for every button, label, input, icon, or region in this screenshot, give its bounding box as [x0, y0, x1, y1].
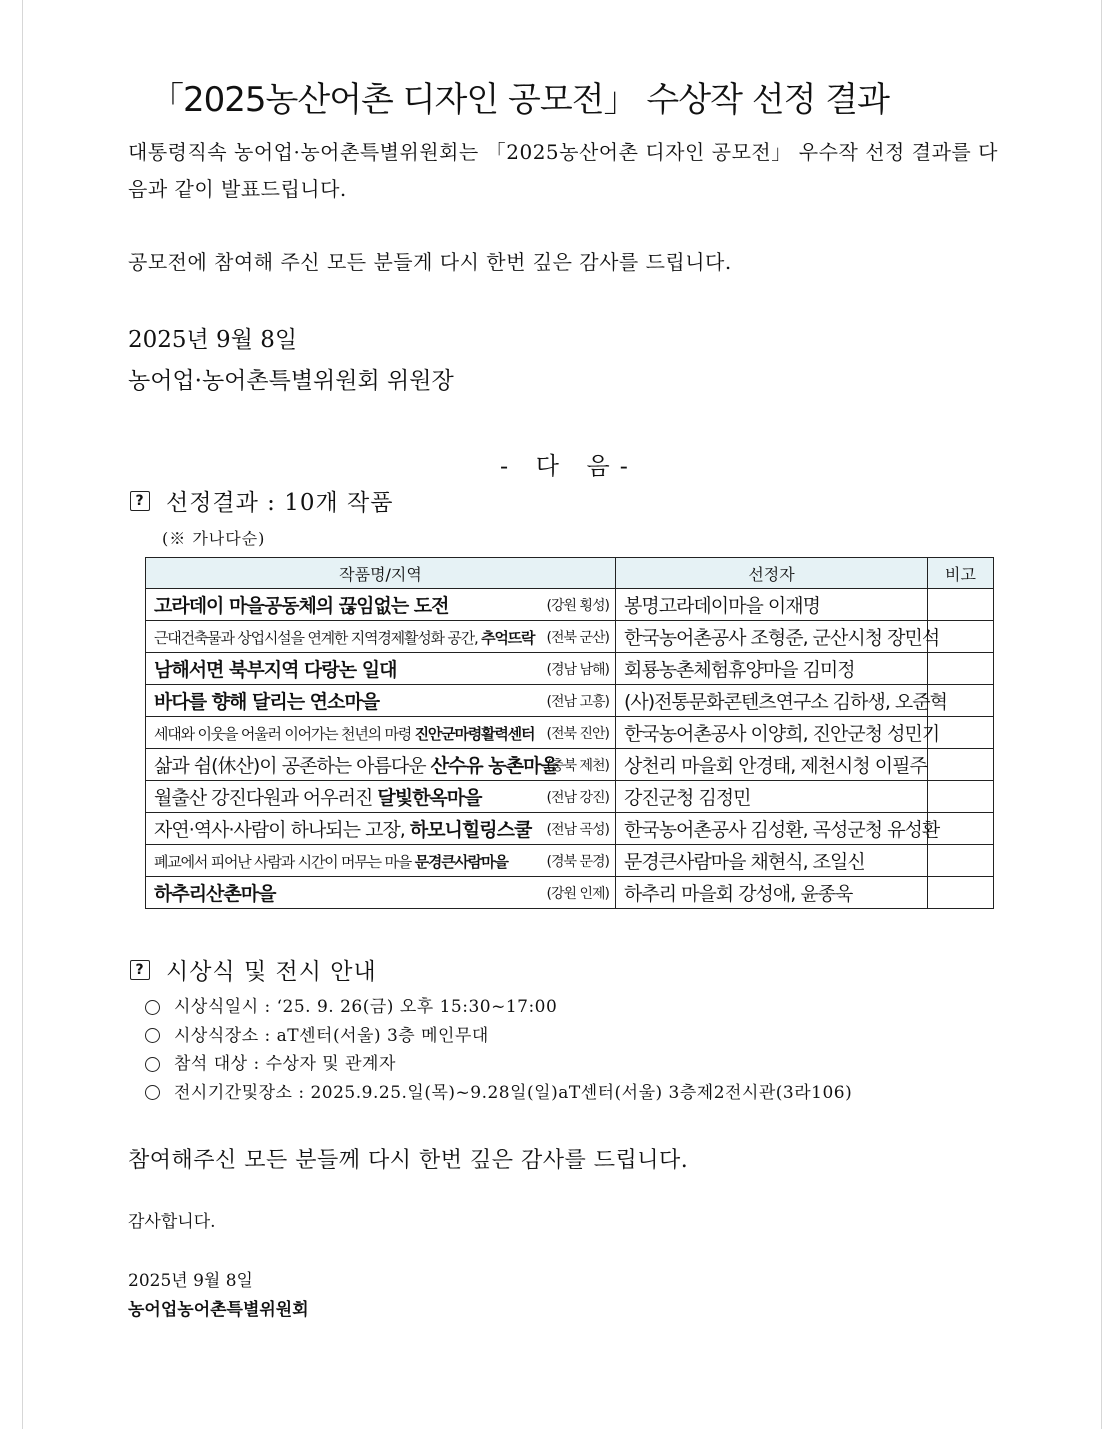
ceremony-info-list [145, 993, 852, 1107]
work-title [154, 627, 534, 648]
note-cell [928, 589, 994, 621]
work-title-bold: 추억뜨락 [481, 628, 535, 647]
work-cell [146, 653, 616, 685]
sort-note: (※ 가나다순) [162, 529, 266, 548]
region-label: (전남 고흥) [546, 693, 609, 710]
table-body [146, 589, 994, 909]
signer-top: 농어업·농어촌특별위원회 위원장 [128, 368, 454, 394]
work-title [154, 687, 379, 714]
circle-bullet-icon [145, 1028, 160, 1043]
table-row [146, 749, 994, 781]
region-label: (충북 제천) [546, 757, 609, 774]
info-item [145, 1079, 852, 1108]
work-title-bold: 하모니힐링스쿨 [409, 819, 532, 841]
note-cell [928, 845, 994, 877]
work-cell [146, 621, 616, 653]
work-title-bold: 하추리산촌마을 [154, 883, 276, 905]
info-text: 전시기간및장소 : 2025.9.25.일(목)~9.28일(일)aT센터(서울) 3층제2전시관(3라106) [174, 1082, 853, 1103]
info-item [145, 1022, 852, 1051]
winners-table [145, 557, 994, 909]
work-title-prefix: 월출산 강진다원과 어우러진 [154, 787, 378, 809]
table-row [146, 685, 994, 717]
work-title [154, 879, 275, 906]
work-cell [146, 749, 616, 781]
region-label: (전남 강진) [546, 789, 609, 806]
work-title-prefix: 세대와 이웃을 어울러 이어가는 천년의 마령 [154, 724, 415, 743]
work-title-bold: 진안군마령활력센터 [414, 724, 535, 743]
work-title-bold: 고라데이 마을공동체의 끊임없는 도전 [154, 595, 449, 617]
signer-bottom: 농어업농어촌특별위원회 [128, 1300, 309, 1320]
date-top: 2025년 9월 8일 [128, 327, 298, 353]
section-results-title: 선정결과 : 10개 작품 [166, 490, 394, 516]
region-label: (전북 군산) [546, 629, 609, 646]
thanks-top: 공모전에 참여해 주신 모든 분들게 다시 한번 깊은 감사를 드립니다. [128, 250, 732, 274]
work-title-prefix: 삶과 쉼(休산)이 공존하는 아름다운 [154, 755, 431, 777]
selectee-cell: 하추리 마을회 강성애, 윤종욱 [616, 877, 928, 909]
header-note: 비고 [928, 558, 994, 589]
work-cell [146, 717, 616, 749]
table-row [146, 813, 994, 845]
work-cell [146, 781, 616, 813]
work-title-bold: 달빛한옥마을 [377, 787, 482, 809]
section-ceremony-title: 시상식 및 전시 안내 [166, 959, 377, 985]
info-text: 참석 대상 : 수상자 및 관계자 [174, 1054, 396, 1074]
header-selectee: 선정자 [616, 558, 928, 589]
table-row [146, 589, 994, 621]
work-title-prefix: 자연·역사·사람이 하나되는 고장, [154, 819, 410, 841]
work-title-bold: 바다를 향해 달리는 연소마을 [154, 691, 380, 713]
info-text: 시상식일시 : ‘25. 9. 26(금) 오후 15:30~17:00 [174, 997, 558, 1017]
work-title [154, 591, 449, 618]
work-title-prefix: 근대건축물과 상업시설을 연계한 지역경제활성화 공간, [154, 628, 482, 647]
selectee-cell: 강진군청 김정민 [616, 781, 928, 813]
work-title [154, 815, 531, 842]
table-row [146, 717, 994, 749]
work-title-bold: 산수유 농촌마을 [430, 755, 558, 777]
info-item [145, 1050, 852, 1079]
table-row [146, 621, 994, 653]
section-results-heading [130, 484, 393, 517]
work-title-bold: 남해서면 북부지역 다랑논 일대 [154, 659, 397, 681]
work-cell [146, 685, 616, 717]
note-cell [928, 653, 994, 685]
region-label: (전남 곡성) [546, 821, 609, 838]
selectee-cell: 한국농어촌공사 김성환, 곡성군청 유성환 [616, 813, 928, 845]
table-row [146, 781, 994, 813]
table-row [146, 653, 994, 685]
date-bottom: 2025년 9월 8일 [128, 1271, 253, 1291]
region-label: (전북 진안) [546, 725, 609, 742]
selectee-cell: 한국농어촌공사 이양희, 진안군청 성민기 [616, 717, 928, 749]
work-title [154, 655, 396, 682]
circle-bullet-icon [145, 1085, 160, 1100]
selectee-cell: 문경큰사람마을 채현식, 조일신 [616, 845, 928, 877]
region-label: (경북 문경) [546, 853, 609, 870]
next-heading: - 다 음- [500, 452, 638, 480]
table-row [146, 845, 994, 877]
header-work: 작품명/지역 [146, 558, 616, 589]
work-cell [146, 877, 616, 909]
note-cell [928, 781, 994, 813]
work-title-bold: 문경큰사람마을 [414, 852, 508, 871]
region-label: (강원 횡성) [546, 597, 609, 614]
selectee-cell: 상천리 마을회 안경태, 제천시청 이필주 [616, 749, 928, 781]
table-header-row [146, 558, 994, 589]
work-cell [146, 589, 616, 621]
region-label: (경남 남해) [546, 661, 609, 678]
work-title [154, 851, 508, 872]
region-label: (강원 인제) [546, 885, 609, 902]
circle-bullet-icon [145, 1057, 160, 1072]
section-ceremony-heading [130, 953, 377, 986]
selectee-cell: 봉명고라데이마을 이재명 [616, 589, 928, 621]
info-text: 시상식장소 : aT센터(서울) 3층 메인무대 [174, 1025, 489, 1046]
intro-paragraph: 대통령직속 농어업·농어촌특별위원회는 「2025농산어촌 디자인 공모전」 우수작 선정 결과를 다음과 같이 발표드립니다. [128, 140, 998, 201]
table-row [146, 877, 994, 909]
question-box-icon: ? [130, 960, 150, 980]
note-cell [928, 749, 994, 781]
work-title [154, 751, 558, 778]
selectee-cell: 회룡농촌체험휴양마을 김미정 [616, 653, 928, 685]
selectee-cell: (사)전통문화콘텐츠연구소 김하생, 오준혁 [616, 685, 928, 717]
selectee-cell: 한국농어촌공사 조형준, 군산시청 장민석 [616, 621, 928, 653]
page-title: 「2025농산어촌 디자인 공모전」 수상작 선정 결과 [150, 80, 889, 120]
work-title-prefix: 폐교에서 피어난 사람과 시간이 머무는 마을 [154, 852, 415, 871]
question-box-icon: ? [130, 491, 150, 511]
info-item [145, 993, 852, 1022]
work-title [154, 723, 534, 744]
note-cell [928, 877, 994, 909]
work-cell [146, 845, 616, 877]
circle-bullet-icon [145, 1000, 160, 1015]
work-title [154, 783, 482, 810]
work-cell [146, 813, 616, 845]
thanks-bottom: 참여해주신 모든 분들께 다시 한번 깊은 감사를 드립니다. [128, 1148, 689, 1173]
closing-text: 감사합니다. [128, 1212, 216, 1232]
